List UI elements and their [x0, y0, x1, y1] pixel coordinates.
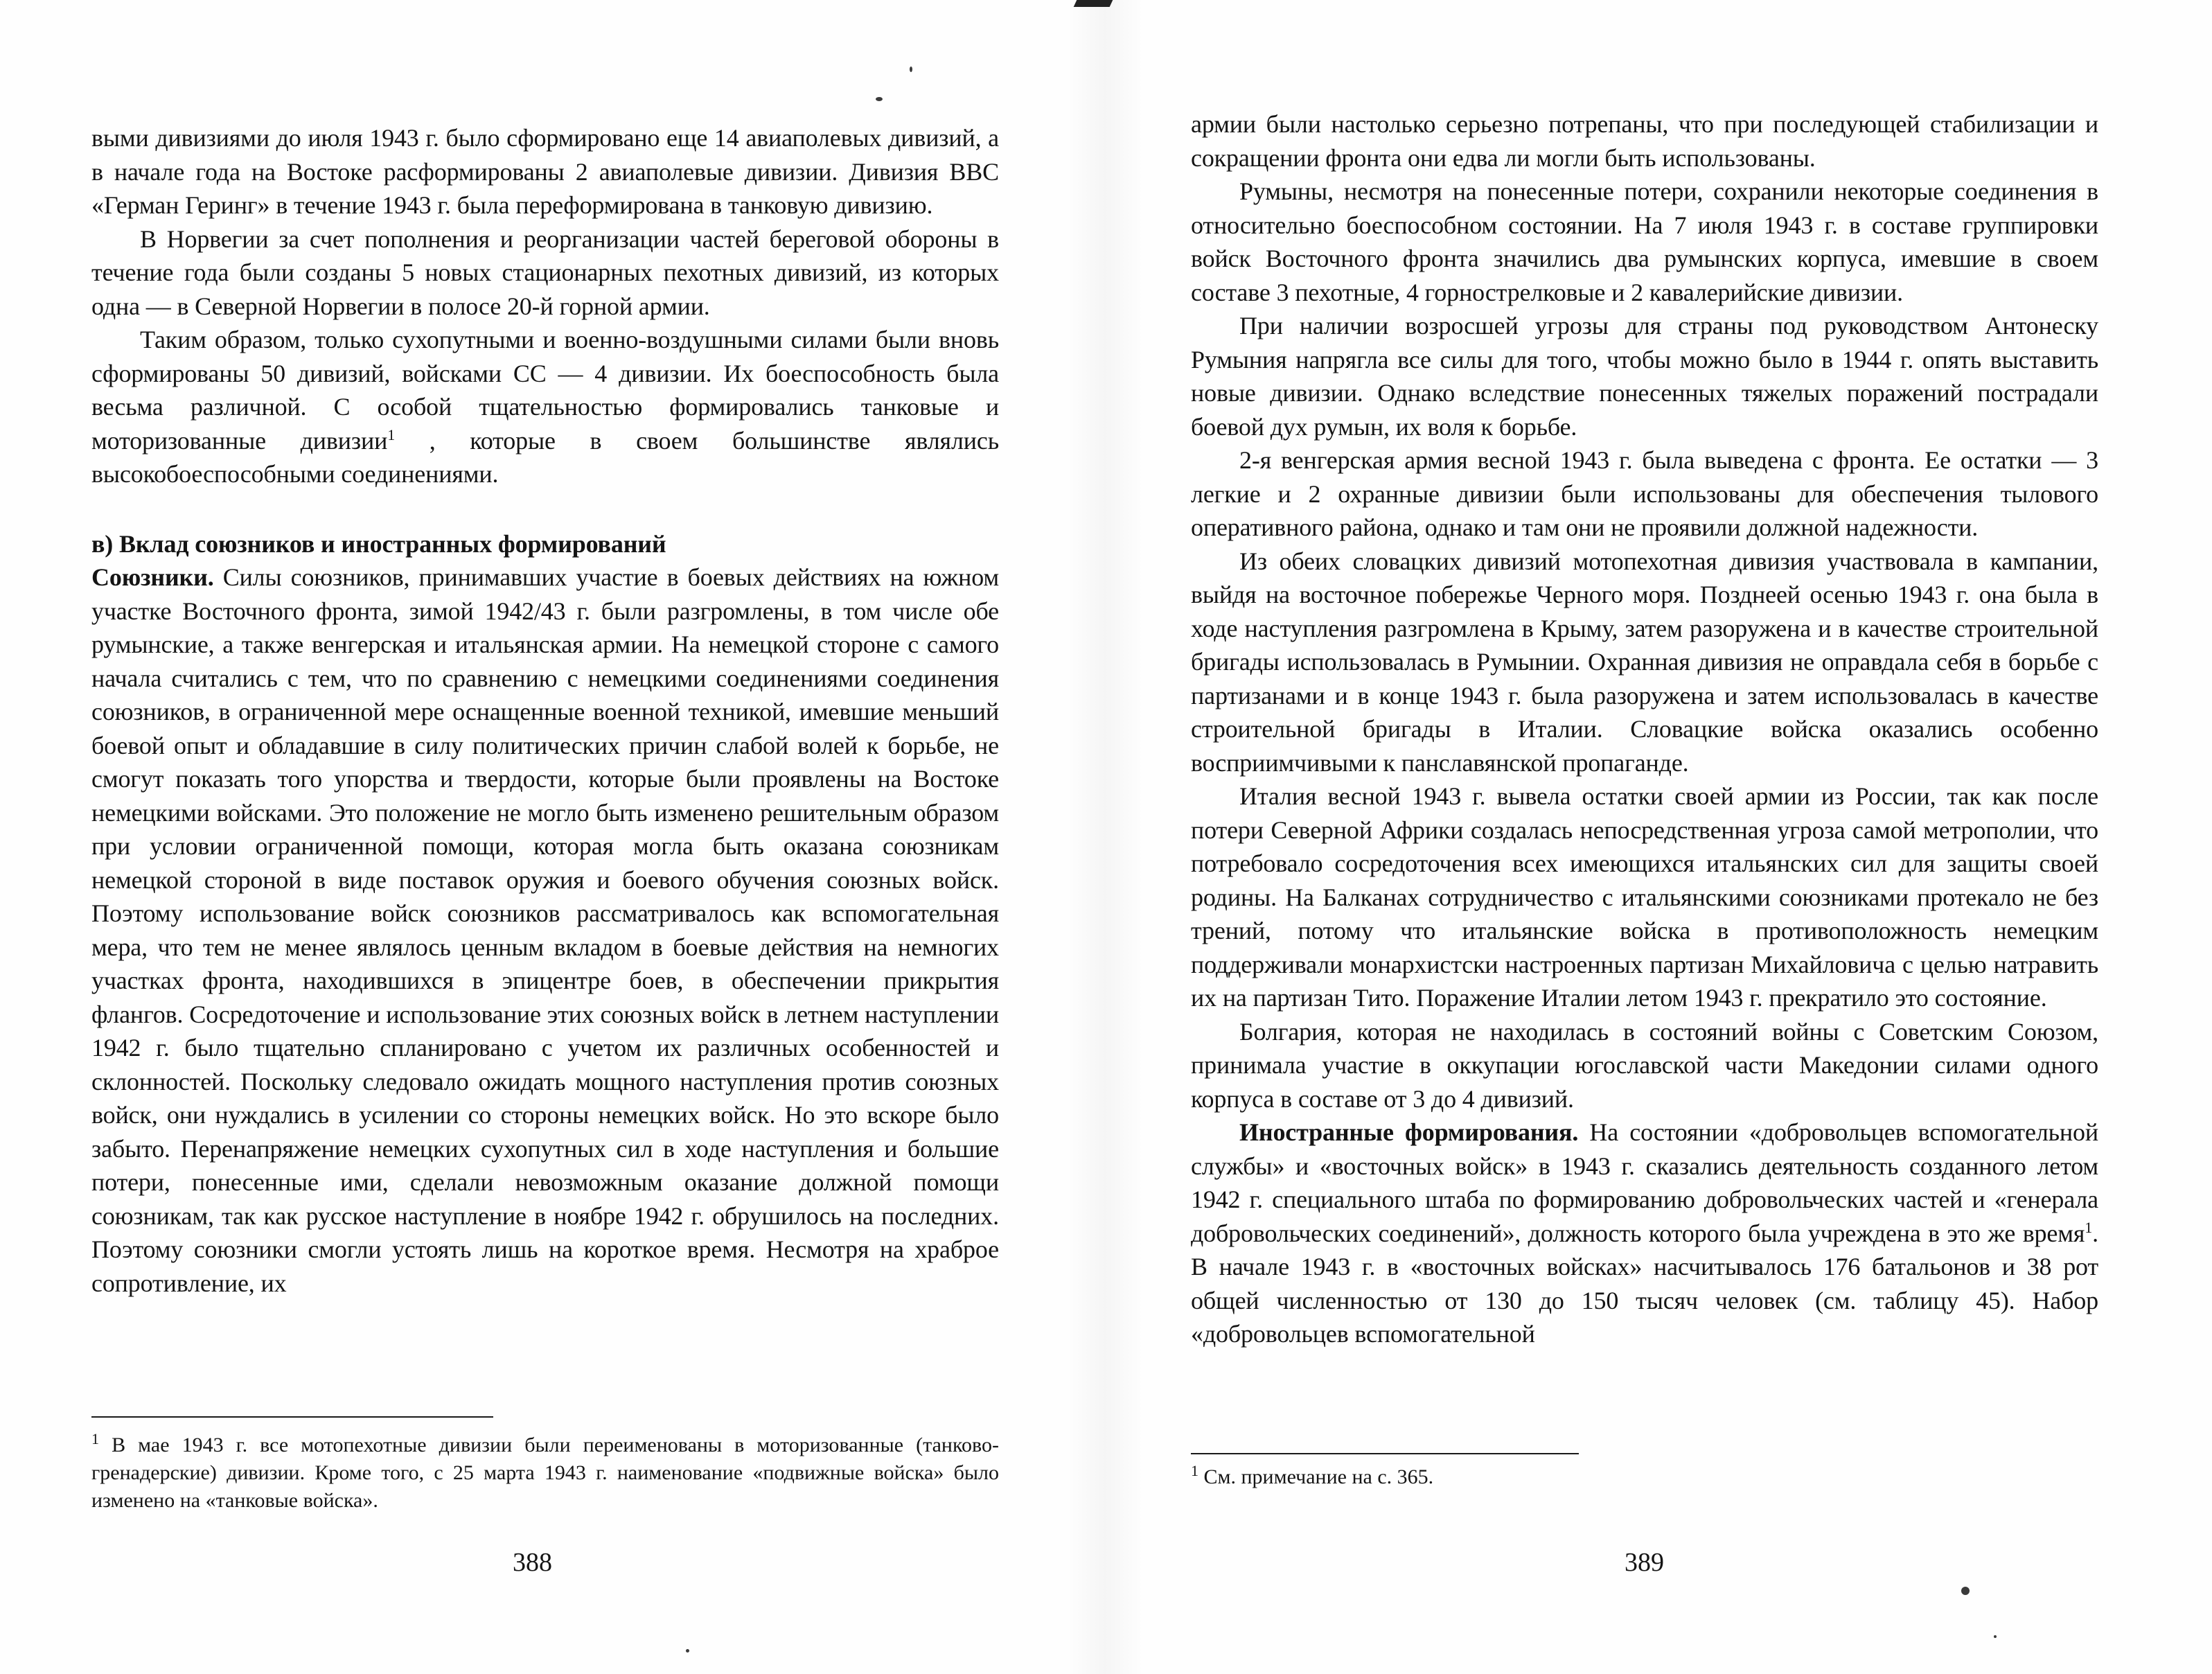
right-page — [1122, 0, 2212, 1674]
footnote-text: В мае 1943 г. все мотопехотные дивизии были переименованы в моторизованные (танково-гренадерские) дивизии. Кроме того, с 25 марта 1943 г. наименование «подвижные войска» было изменено на «танковые войска». — [91, 1434, 999, 1512]
paragraph: Болгария, которая не находилась в состояний войны с Советским Союзом, принимала участие в оккупации югославской части Македонии силами одного корпуса в составе от 3 до 4 дивизий. — [1191, 1017, 2098, 1113]
paragraph: В Норвегии за счет пополнения и реорганизации частей береговой обороны в течение года были созданы 5 новых стационарных пехотных дивизий, из которых одна — в Северной Норвегии в полосе 20-й горной армии. — [91, 224, 999, 320]
run-in-heading: Союзники. — [91, 563, 214, 591]
footnote-separator — [91, 1416, 493, 1418]
paragraph: армии были настолько серьезно потрепаны, что при последующей стабилизации и сокращении фронта они едва ли могли быть использованы. — [1191, 110, 2098, 172]
run-in-heading: Иностранные формирования. — [1239, 1118, 1579, 1146]
paragraph-text: . В начале 1943 г. в «восточных войсках» насчитывалось 176 батальонов и 38 рот общей численностью от 130 до 150 тысяч человек (см. таблицу 45). Набор «добровольцев вспомогательной — [1191, 1219, 2098, 1348]
left-page-body — [91, 121, 999, 1300]
scan-speck — [1994, 1635, 1997, 1638]
paragraph: Румыны, несмотря на понесенные потери, сохранили некоторые соединения в относительно боеспособном состоянии. На 7 июля 1943 г. в составе группировки войск Восточного фронта значились два румынских корпуса, имевшие в своем составе 3 пехотные, 4 горнострелковые и 2 кавалерийские дивизии. — [1191, 177, 2098, 306]
scan-speck — [910, 67, 912, 72]
footnote-marker: 1 — [91, 1430, 99, 1447]
footnote-separator — [1191, 1453, 1579, 1454]
paragraph-text: Таким образом, только сухопутными и военно-воздушными силами были вновь сформированы 50 дивизий, войсками СС — 4 дивизии. Их боеспособность была весьма различной. С особой тщательностью формировались танковые и моторизованные дивизии — [91, 326, 999, 455]
paragraph: выми дивизиями до июля 1943 г. было сформировано еще 14 авиаполевых дивизий, а в начале года на Востоке расформированы 2 авиаполевые дивизии. Дивизия ВВС «Герман Геринг» в течение 1943 г. была переформирована в танковую дивизию. — [91, 124, 999, 219]
footnote-text: См. примечание на с. 365. — [1198, 1465, 1434, 1488]
paragraph-text: На состоянии «добровольцев вспомогательной службы» и «восточных войск» в 1943 г. сказались деятельность созданного летом 1942 г. специального штаба по формированию добровольческих частей и «генерала добровольческих соединений», должность которого была учреждена в это же время — [1191, 1118, 2098, 1247]
paragraph-text: , которые в своем большинстве являлись высокобоеспособными соединениями. — [91, 426, 999, 488]
footnote-ref: 1 — [387, 425, 396, 443]
section-heading: в) Вклад союзников и иностранных формирований — [91, 529, 666, 558]
scan-speck — [1961, 1587, 1970, 1595]
scan-speck — [686, 1649, 689, 1653]
paragraph: 2-я венгерская армия весной 1943 г. была выведена с фронта. Ее остатки — 3 легкие и 2 охранные дивизии были использованы для обеспечения тылового оперативного района, однако и там они не проявили должной надежности. — [1191, 446, 2098, 541]
paragraph — [91, 561, 999, 1300]
paragraph — [91, 323, 999, 491]
footnote-marker: 1 — [1191, 1462, 1198, 1479]
paragraph: Италия весной 1943 г. вывела остатки своей армии из России, так как после потери Северной Африки создалась непосредственная угроза самой метрополии, что потребовало сосредоточения всех имеющихся итальянских сил для защиты своей родины. На Балканах сотрудничество с итальянскими союзниками протекало не без трений, потому что итальянские войска в противоположность немецким поддерживали монархистски настроенных партизан Михайловича с целью натравить их на партизан Тито. Поражение Италии летом 1943 г. прекратило это состояние. — [1191, 782, 2098, 1012]
footnote-ref: 1 — [2085, 1218, 2093, 1236]
page-number: 389 — [1625, 1548, 1664, 1577]
scan-speck — [876, 97, 883, 101]
paragraph: При наличии возросшей угрозы для страны под руководством Антонеску Румыния напрягла все силы для того, чтобы можно было в 1944 г. опять выставить новые дивизии. Однако вследствие понесенных тяжелых поражений пострадали боевой дух румын, их воля к борьбе. — [1191, 312, 2098, 441]
left-page — [0, 0, 1081, 1674]
footnote — [91, 1431, 999, 1515]
paragraph — [1191, 1116, 2098, 1351]
footnote — [1191, 1463, 2098, 1491]
paragraph-text: Силы союзников, принимавших участие в боевых действиях на южном участке Восточного фронта, зимой 1942/43 г. были разгромлены, в том числе обе румынские, а также венгерская и итальянская армии. На немецкой стороне с самого начала считались с тем, что по сравнению с немецкими соединениями соединения союзников, в ограниченной мере оснащенные военной техникой, имевшие меньший боевой опыт и обладавшие в силу политических причин слабой волей к борьбе, не смогут показать того упорства и твердости, которые были проявлены на Востоке немецкими войсками. Это положение не могло быть изменено решительным образом при условии ограниченной помощи, которая могла быть оказана союзникам немецкой стороной в виде поставок оружия и боевого обучения союзных войск. Поэтому использование войск союзников рассматривалось как вспомогательная мера, что тем не менее являлось ценным вкладом в боевые действия на немногих участках фронта, находившихся в эпицентре боев, в обеспечении прикрытия флангов. Сосредоточение и использование этих союзных войск в летнем наступлении 1942 г. было тщательно спланировано с учетом их различных особенностей и склонностей. Поскольку следовало ожидать мощного наступления против союзных войск, они нуждались в усилении со стороны немецких войск. Но это вскоре было забыто. Перенапряжение немецких сухопутных сил в ходе наступления и большие потери, понесенные ими, сделали невозможным оказание должной помощи союзникам, так как русское наступление в ноябре 1942 г. обрушилось на последних. Поэтому союзники смогли устоять лишь на короткое время. Несмотря на храброе сопротивление, их — [91, 563, 999, 1297]
paragraph: Из обеих словацких дивизий мотопехотная дивизия участвовала в кампании, выйдя на восточное побережье Черного моря. Позднеей осенью 1943 г. она была в ходе наступления разгромлена в Крыму, затем разоружена и в качестве строительной бригады использовалась в Румынии. Охранная дивизия не оправдала себя в борьбе с партизанами и в конце 1943 г. была разоружена и затем использовалась в качестве строительной бригады в Италии. Словацкие войска оказались особенно восприимчивыми к панславянской пропаганде. — [1191, 547, 2098, 777]
right-page-body — [1191, 107, 2098, 1351]
page-number: 388 — [513, 1548, 552, 1577]
